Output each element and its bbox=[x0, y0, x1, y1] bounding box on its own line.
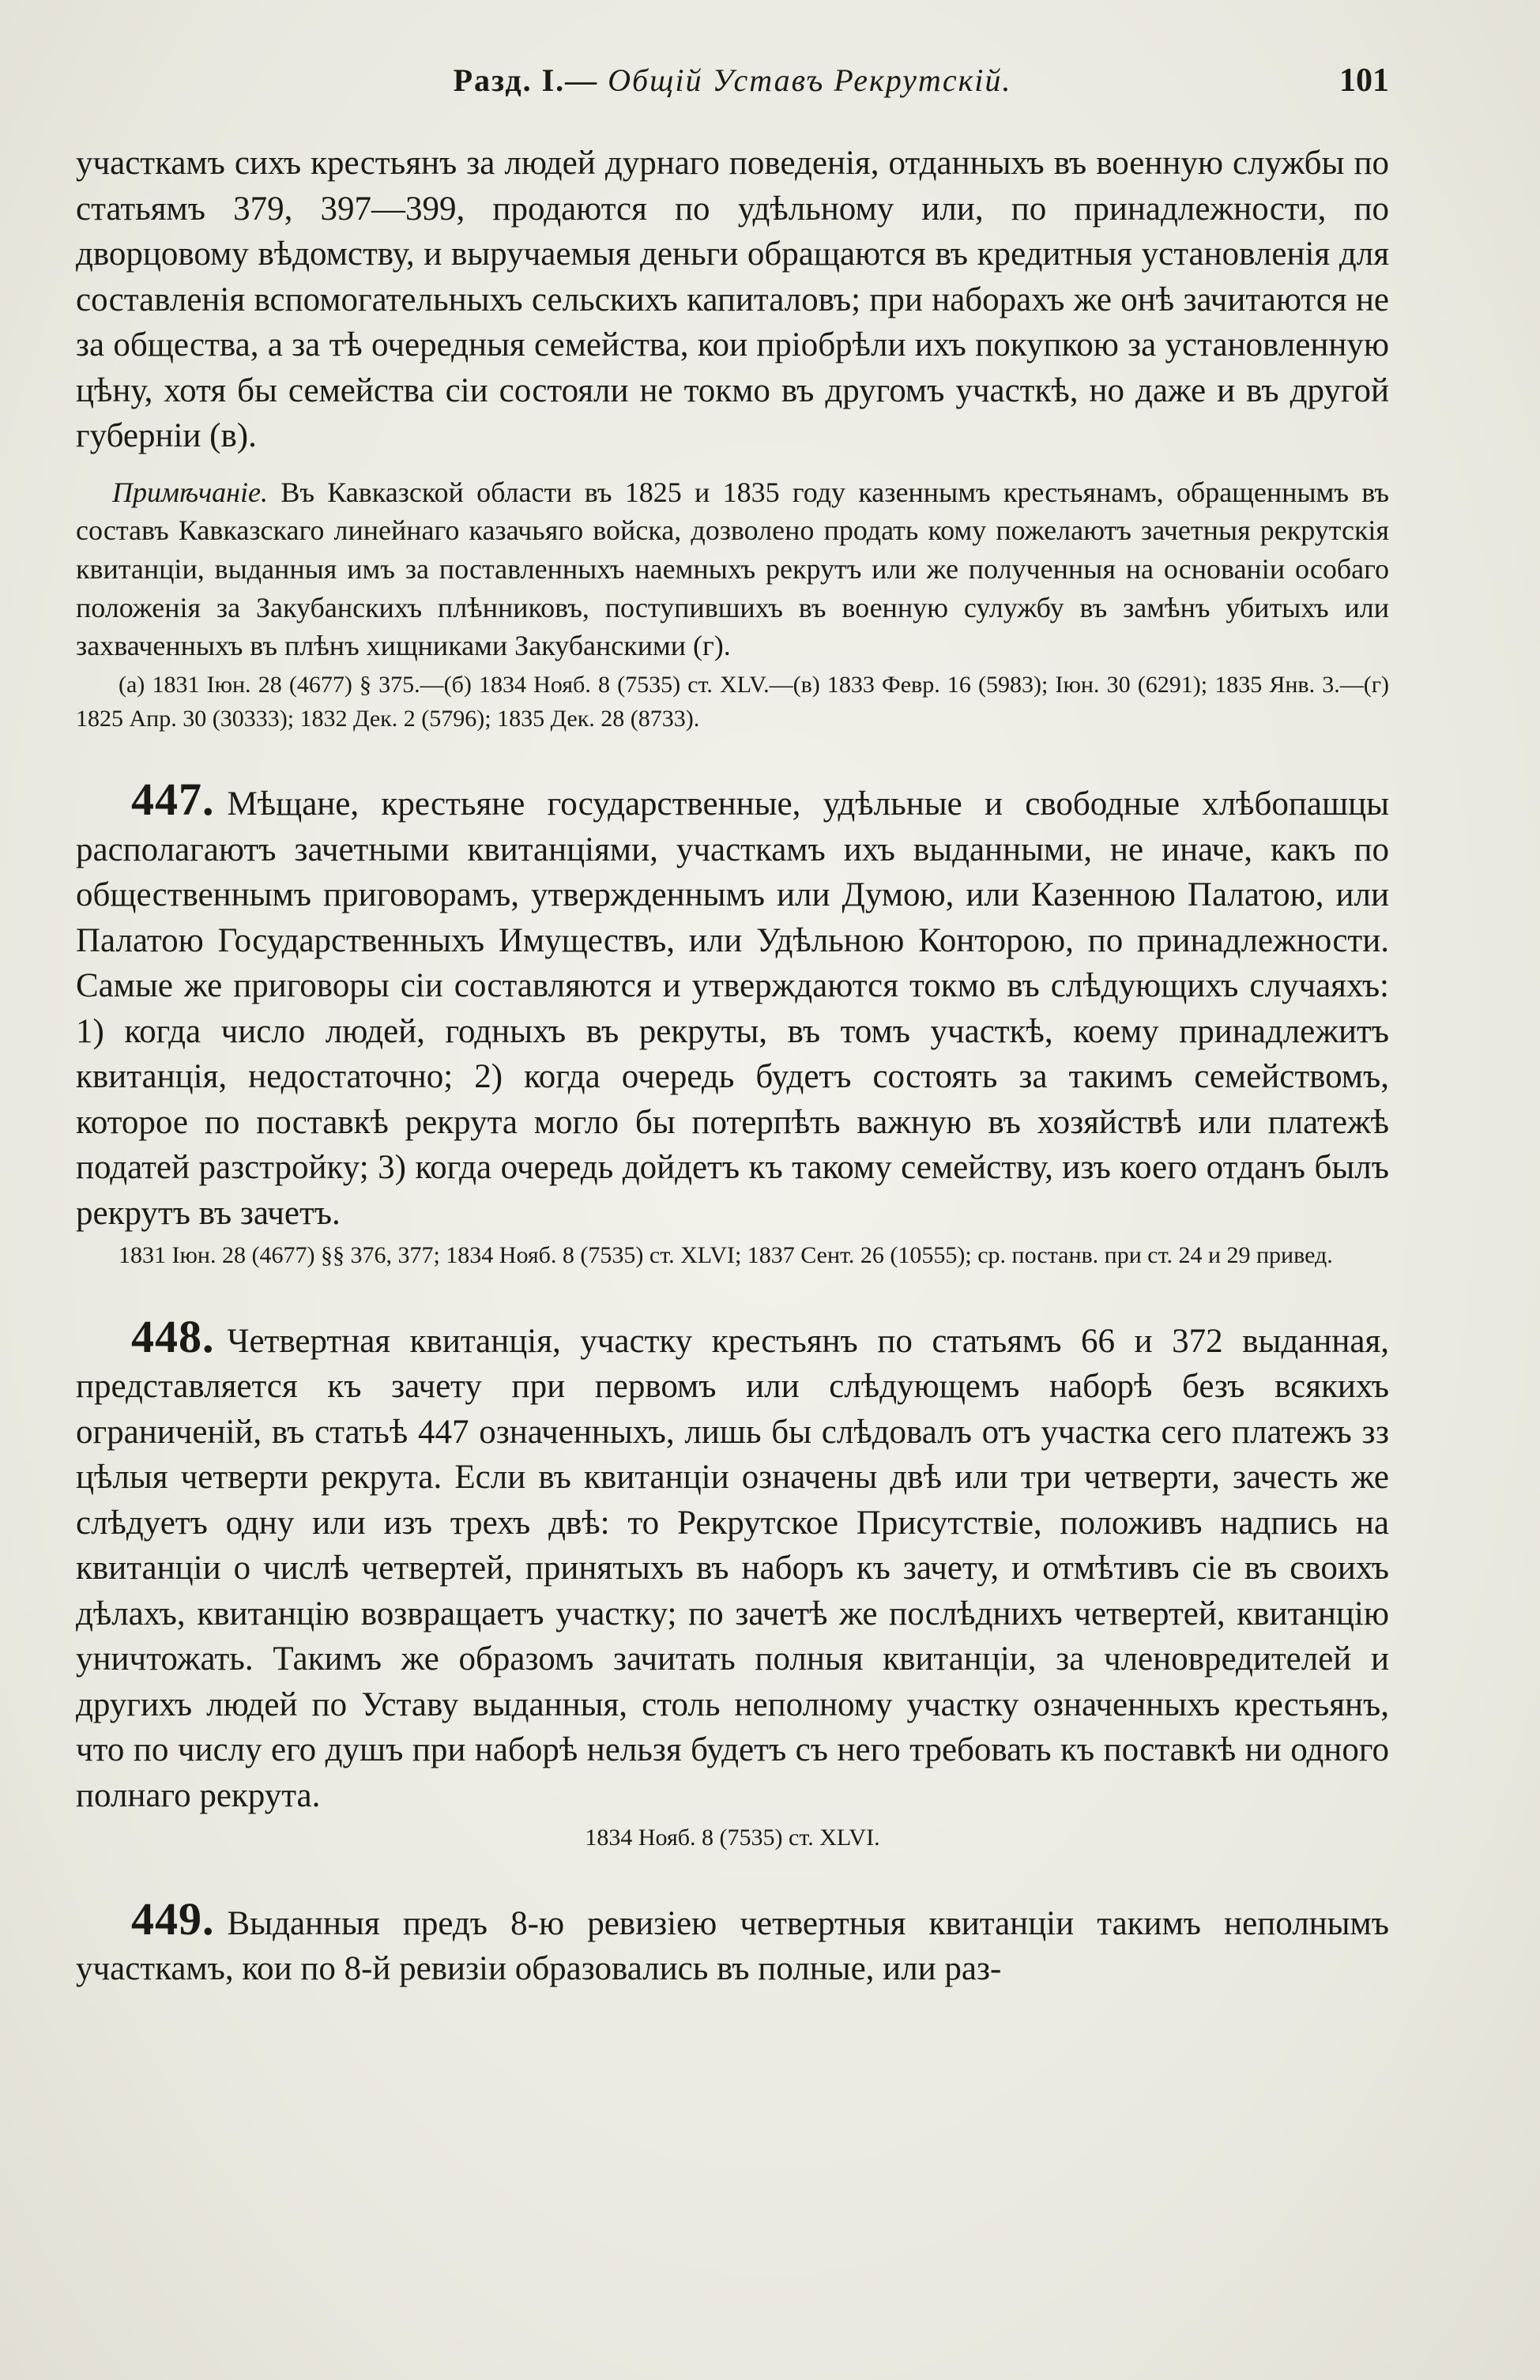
article-number: 449. bbox=[131, 1892, 215, 1945]
section-label: Разд. I.— bbox=[453, 62, 599, 98]
page-header bbox=[76, 62, 1389, 109]
article-447-sources: 1831 Іюн. 28 (4677) §§ 376, 377; 1834 Нояб. 8 (7535) ст. XLVI; 1837 Сент. 26 (10555); ср. постанв. при ст. 24 и 29 привед. bbox=[119, 1242, 1333, 1269]
note-text: Въ Кавказской области въ 1825 и 1835 году казеннымъ крестьянамъ, обращеннымъ въ составъ Кавказскаго линейнаго казачьяго войска, дозволено продать кому пожелаютъ зачетныя рекрутскія квитанціи, выданныя имъ за поставленныхъ наемныхъ рекрутъ или же полученныя на основаніи особаго положенія за Закубанскихъ плѣнниковъ, поступившихъ въ военную сулужбу въ замѣнъ убитыхъ или захваченныхъ въ плѣнъ хищниками Закубанскими (г). bbox=[76, 476, 1390, 662]
note-paragraph bbox=[76, 473, 1389, 666]
article-448-sources: 1834 Нояб. 8 (7535) ст. XLVI. bbox=[585, 1825, 880, 1851]
running-head bbox=[76, 62, 1389, 99]
section-title: Общій Уставъ Рекрутскій. bbox=[608, 62, 1012, 98]
intro-sources: (а) 1831 Іюн. 28 (4677) § 375.—(б) 1834 Нояб. 8 (7535) ст. XLV.—(в) 1833 Февр. 16 (5983); Іюн. 30 (6291); 1835 Янв. 3.—(г) 1825 Апр. 30 (30333); 1832 Дек. 2 (5796); 1835 Дек. 28 (8733). bbox=[76, 672, 1389, 732]
article-text: Четвертная квитанція, участку крестьянъ по статьямъ 66 и 372 выданная, представляется къ зачету при первомъ или слѣдующемъ наборѣ безъ всякихъ ограниченій, въ статьѣ 447 означенныхъ, лишь бы слѣдовалъ отъ участка сего платежъ зз цѣлыя четверти рекрута. Если въ квитанціи означены двѣ или три четверти, зачесть же слѣдуетъ одну или изъ трехъ двѣ: то Рекрутское Присутствіе, положивъ надпись на квитанціи о числѣ четвертей, принятыхъ въ наборъ къ зачету, и отмѣтивъ сіе въ своихъ дѣлахъ, квитанцію возвращаетъ участку; по зачетѣ же послѣднихъ четвертей, квитанцію уничтожать. Такимъ же образомъ зачитать полныя квитанціи, за членовредителей и другихъ людей по Уставу выданныя, столь неполному участку означенныхъ крестьянъ, что по числу его душъ при наборѣ нельзя будетъ съ него требовать къ поставкѣ ни одного полнаго рекрута. bbox=[76, 1322, 1389, 1814]
article-449-paragraph bbox=[76, 1892, 1389, 1992]
page-number: 101 bbox=[1339, 62, 1389, 99]
intro-paragraph: участкамъ сихъ крестьянъ за людей дурнаго поведенія, отданныхъ въ военную службы по статьямъ 379, 397—399, продаются по удѣльному или, по принадлежности, по дворцовому вѣдомству, и выручаемыя деньги обращаются въ кредитныя установленія для составленія вспомогательныхъ сельскихъ капиталовъ; при наборахъ же онѣ зачитаются не за общества, а за тѣ очередныя семейства, кои пріобрѣли ихъ покупкою за установленную цѣну, хотя бы семейства сіи состояли не токмо въ другомъ участкѣ, но даже и въ другой губерніи (в). bbox=[76, 145, 1389, 454]
article-447-paragraph bbox=[76, 774, 1389, 1236]
article-447 bbox=[76, 774, 1389, 1273]
article-text: Мѣщане, крестьяне государственные, удѣльные и свободные хлѣбопашцы располагаютъ зачетными квитанціями, участкамъ ихъ выданными, не иначе, какъ по общественнымъ приговорамъ, утвержденнымъ или Думою, или Казенною Палатою, или Палатою Государственныхъ Имуществъ, или Удѣльною Конторою, по принадлежности. Самые же приговоры сіи составляются и утверждаются токмо въ слѣдующихъ случаяхъ: 1) когда число людей, годныхъ въ рекруты, въ томъ участкѣ, коему принадлежитъ квитанція, недостаточно; 2) когда очередь будетъ состоять за такимъ семействомъ, которое по поставкѣ рекрута могло бы потерпѣть важную въ хозяйствѣ или платежѣ податей разстройку; 3) когда очередь дойдетъ къ такому семейству, изъ коего отданъ былъ рекрутъ въ зачетъ. bbox=[76, 785, 1389, 1232]
article-number: 447. bbox=[131, 774, 215, 826]
page-body bbox=[76, 141, 1389, 1992]
article-449 bbox=[76, 1892, 1389, 1992]
article-448-paragraph bbox=[76, 1310, 1389, 1819]
article-text: Выданныя предъ 8-ю ревизіею четвертныя квитанціи такимъ неполнымъ участкамъ, кои по 8-й ревизіи образовались въ полные, или раз- bbox=[76, 1904, 1389, 1988]
article-448 bbox=[76, 1310, 1389, 1855]
note-label: Примѣчаніе. bbox=[112, 476, 268, 508]
article-number: 448. bbox=[131, 1310, 215, 1362]
